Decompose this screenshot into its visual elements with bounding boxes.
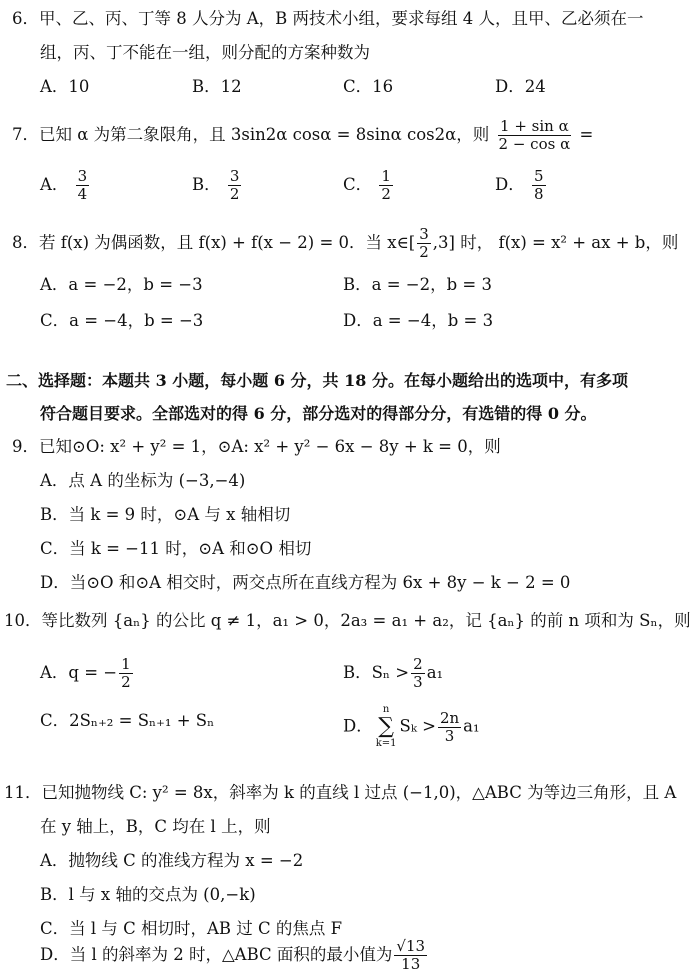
- q7-option-c: [343, 168, 395, 203]
- q10-b-den: 3: [413, 673, 423, 691]
- q9-option-b: B．当 k = 9 时，⊙A 与 x 轴相切: [40, 505, 291, 524]
- q7-fraction: [497, 118, 573, 153]
- q7-option-b-fraction: [228, 168, 242, 203]
- q8-frac-num: 3: [419, 225, 429, 243]
- q11-d-num: √13: [396, 937, 426, 955]
- q8-option-b: B．a = −2，b = 3: [343, 275, 492, 294]
- q7-stem: [12, 118, 593, 153]
- q10-option-d-fraction: [438, 710, 461, 745]
- q10-a-num: 1: [121, 655, 131, 673]
- q11-d-den: 13: [401, 955, 421, 973]
- q9-stem: 9．已知⊙O: x² + y² = 1，⊙A: x² + y² − 6x − 8y + k = 0，则: [12, 437, 501, 456]
- q7-stem-text: 7．已知 α 为第二象限角，且 3sin2α cosα = 8sinα cos2α，则: [12, 125, 490, 144]
- q10-a-den: 2: [121, 673, 131, 691]
- q6-stem-line2: 组，丙、丁不能在一组，则分配的方案种数为: [40, 43, 370, 62]
- q8-stem-pre: 8．若 f(x) 为偶函数，且 f(x) + f(x − 2) = 0．当 x∈[: [12, 233, 416, 252]
- q6-option-d: D．24: [495, 77, 546, 96]
- q10-stem: 10．等比数列 {aₙ} 的公比 q ≠ 1，a₁ > 0，2a₃ = a₁ + a₂，记 {aₙ} 的前 n 项和为 Sₙ，则: [4, 611, 691, 630]
- q7-option-a-fraction: [76, 168, 90, 203]
- q6-option-b: B．12: [192, 77, 242, 96]
- q7-option-d-label: D．: [495, 175, 525, 194]
- q11-option-d-fraction: [394, 938, 427, 973]
- q10-option-d-pre: D．: [343, 716, 373, 736]
- q8-stem: [12, 226, 678, 261]
- q11-option-c: C．当 l 与 C 相切时，AB 过 C 的焦点 F: [40, 919, 343, 938]
- q11-option-d: [40, 938, 429, 973]
- q10-sum-upper: n: [382, 704, 390, 715]
- q10-d-num: 2n: [439, 708, 460, 727]
- q7-d-den: 8: [533, 185, 544, 203]
- q10-option-b-pre: B．Sₙ >: [343, 663, 410, 682]
- q6-option-c: C．16: [343, 77, 394, 96]
- q10-option-a-pre: A．q = −: [40, 663, 118, 682]
- q10-sum-sign: ∑: [378, 714, 394, 739]
- q10-option-c: C．2Sₙ₊₂ = Sₙ₊₁ + Sₙ: [40, 711, 215, 730]
- q7-b-den: 2: [229, 185, 240, 203]
- q7-option-b: [192, 168, 243, 203]
- q8-frac-den: 2: [419, 243, 429, 261]
- q7-option-b-label: B．: [192, 175, 221, 194]
- q7-a-num: 3: [77, 167, 88, 185]
- q11-stem-line1: 11．已知抛物线 C: y² = 8x，斜率为 k 的直线 l 过点 (−1,0)，△ABC 为等边三角形，且 A: [4, 783, 677, 802]
- q9-option-a: A．点 A 的坐标为 (−3,−4): [40, 471, 246, 490]
- q8-stem-post: ,3] 时， f(x) = x² + ax + b，则: [432, 233, 679, 252]
- q7-a-den: 4: [77, 185, 88, 203]
- q10-summation: [376, 704, 397, 750]
- q7-option-a-label: A．: [40, 175, 69, 194]
- q7-option-c-fraction: [379, 168, 393, 203]
- q7-frac-denominator: 2 − cos α: [498, 135, 571, 153]
- q10-b-num: 2: [413, 655, 423, 673]
- q10-option-d-mid: Sₖ >: [399, 716, 436, 736]
- q11-option-b: B．l 与 x 轴的交点为 (0,−k): [40, 885, 256, 904]
- q7-c-num: 1: [381, 167, 391, 185]
- q7-c-den: 2: [381, 185, 391, 203]
- q10-option-b-post: a₁: [426, 663, 444, 682]
- section2-heading-line2: 符合题目要求。全部选对的得 6 分，部分选对的得部分分，有选错的得 0 分。: [40, 404, 597, 423]
- q7-option-c-label: C．: [343, 175, 373, 194]
- q6-stem-line1: 6．甲、乙、丙、丁等 8 人分为 A，B 两技术小组，要求每组 4 人，且甲、乙必须在一: [12, 9, 644, 28]
- q8-option-a: A．a = −2，b = −3: [40, 275, 203, 294]
- q7-option-d: [495, 168, 548, 203]
- q10-option-a-fraction: [119, 656, 133, 691]
- q9-option-c: C．当 k = −11 时，⊙A 和⊙O 相切: [40, 539, 312, 558]
- q10-option-d: [343, 704, 480, 750]
- q6-option-a: A．10: [40, 77, 90, 96]
- q10-option-b: [343, 656, 443, 691]
- q8-option-d: D．a = −4，b = 3: [343, 311, 494, 330]
- q7-option-d-fraction: [532, 168, 546, 203]
- q8-option-c: C．a = −4，b = −3: [40, 311, 204, 330]
- q11-option-a: A．抛物线 C 的准线方程为 x = −2: [40, 851, 304, 870]
- q7-tail: =: [579, 125, 594, 144]
- q10-option-d-post: a₁: [463, 716, 480, 736]
- q11-option-d-pre: D．当 l 的斜率为 2 时，△ABC 面积的最小值为: [40, 945, 393, 964]
- q10-d-den: 3: [444, 726, 455, 745]
- q9-option-d: D．当⊙O 和⊙A 相交时，两交点所在直线方程为 6x + 8y − k − 2 = 0: [40, 573, 571, 592]
- q7-b-num: 3: [229, 167, 240, 185]
- q10-option-b-fraction: [411, 656, 425, 691]
- section2-heading-line1: 二、选择题：本题共 3 小题，每小题 6 分，共 18 分。在每小题给出的选项中，有多项: [6, 371, 628, 390]
- q8-interval-fraction: [417, 226, 431, 261]
- q7-option-a: [40, 168, 91, 203]
- q7-frac-numerator: 1 + sin α: [500, 117, 569, 135]
- q10-sum-lower: k=1: [375, 738, 397, 749]
- q10-option-a: [40, 656, 135, 691]
- q11-stem-line2: 在 y 轴上，B，C 均在 l 上，则: [40, 817, 271, 836]
- q7-d-num: 5: [533, 167, 544, 185]
